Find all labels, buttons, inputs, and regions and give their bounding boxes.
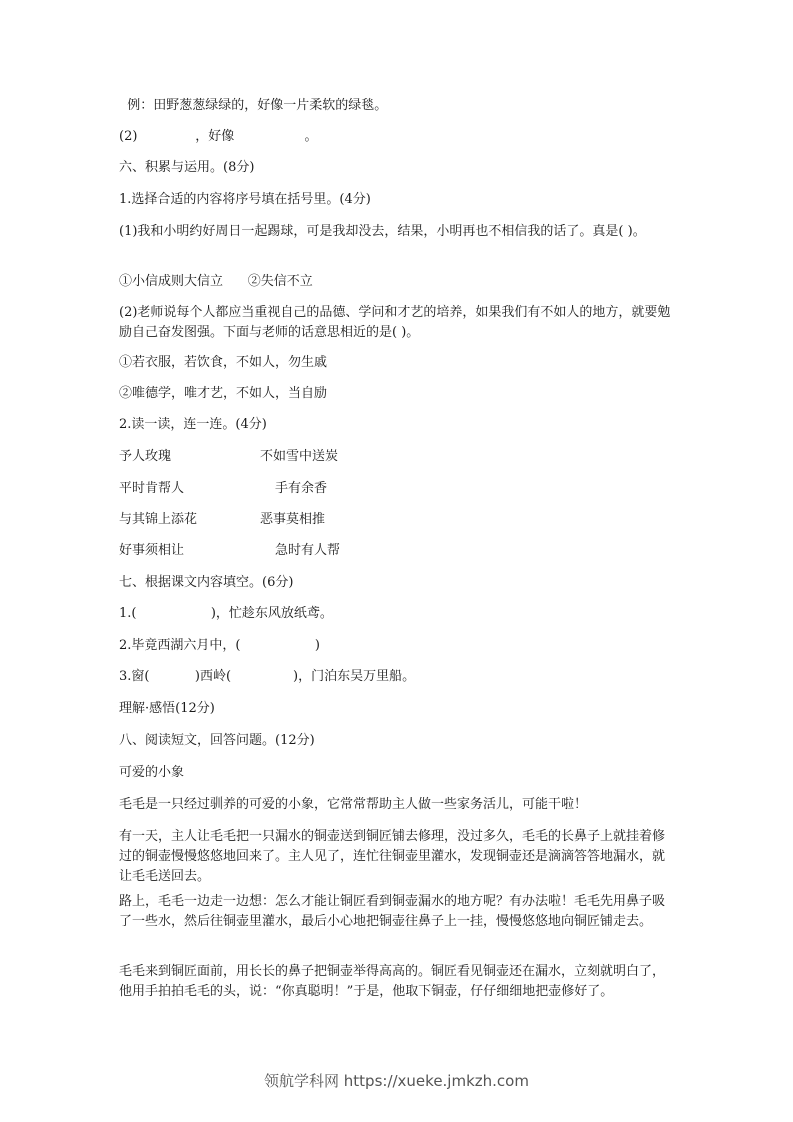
question-1-sub1: (1)我和小明约好周日一起踢球，可是我却没去，结果，小明再也不相信我的话了。真是( )。 (119, 224, 646, 239)
part-heading: 理解·感悟(12分) (119, 701, 215, 716)
story-paragraph: 有一天，主人让毛毛把一只漏水的铜壶送到铜匠铺去修理，没过多久，毛毛的长鼻子上就挂着修过的铜壶慢慢悠悠地回来了。主人见了，连忙往铜壶里灌水，发现铜壶还是滴滴答答地漏水，就让毛毛送回去。 (119, 829, 666, 884)
story-paragraph: 路上，毛毛一边走一边想：怎么才能让铜匠看到铜壶漏水的地方呢？有办法啦！毛毛先用鼻子吸了一些水，然后往铜壶里灌水，最后小心地把铜壶往鼻子上一挂，慢慢悠悠地向铜匠铺走去。 (119, 894, 666, 929)
question-2-title: 2.读一读，连一连。(4分) (119, 417, 267, 432)
match-left-item: 予人玫瑰 (119, 449, 172, 464)
section-6-title: 六、积累与运用。(8分) (119, 160, 255, 175)
question-1-sub2: (2)老师说每个人都应当重视自己的品德、学问和才艺的培养，如果我们有不如人的地方，就要勉励自己奋发图强。下面与老师的话意思相近的是( )。 (119, 305, 671, 340)
fill-item: 2.毕竟西湖六月中，( ) (119, 638, 320, 653)
fill-item: 3.窗( )西岭( )，门泊东吴万里船。 (119, 669, 416, 684)
story-title: 可爱的小象 (119, 765, 185, 780)
fill-blank-line: (2) ，好像 。 (119, 129, 318, 144)
fill-item: 1.( )，忙趁东风放纸鸢。 (119, 606, 333, 621)
match-left-item: 与其锦上添花 (119, 512, 198, 527)
story-paragraph: 毛毛是一只经过驯养的可爱的小象，它常常帮助主人做一些家务活儿，可能干啦！ (119, 797, 588, 812)
question-1-sub1-options: ①小信成则大信立 ②失信不立 (119, 274, 313, 289)
match-left-item: 平时肯帮人 (119, 481, 185, 496)
story-paragraph: 毛毛来到铜匠面前，用长长的鼻子把铜壶举得高高的。铜匠看见铜壶还在漏水，立刻就明白了，他用手拍拍毛毛的头，说：“你真聪明！”于是，他取下铜壶，仔仔细细地把壶修好了。 (119, 964, 666, 999)
match-left-item: 好事须相让 (119, 543, 185, 558)
match-right-item: 手有余香 (275, 481, 328, 496)
footer-watermark: 领航学科网 https://xueke.jmkzh.com (264, 1072, 529, 1090)
match-right-item: 恶事莫相推 (260, 512, 326, 527)
section-8-title: 八、阅读短文，回答问题。(12分) (119, 733, 315, 748)
question-1-sub2-option1: ①若衣服，若饮食，不如人，勿生戚 (119, 355, 328, 370)
example-sentence: 例：田野葱葱绿绿的，好像一片柔软的绿毯。 (119, 98, 388, 113)
question-1-title: 1.选择合适的内容将序号填在括号里。(4分) (119, 192, 371, 207)
question-1-sub2-option2: ②唯德学，唯才艺，不如人，当自励 (119, 386, 328, 401)
section-7-title: 七、根据课文内容填空。(6分) (119, 575, 294, 590)
match-right-item: 不如雪中送炭 (260, 449, 339, 464)
match-right-item: 急时有人帮 (275, 543, 341, 558)
